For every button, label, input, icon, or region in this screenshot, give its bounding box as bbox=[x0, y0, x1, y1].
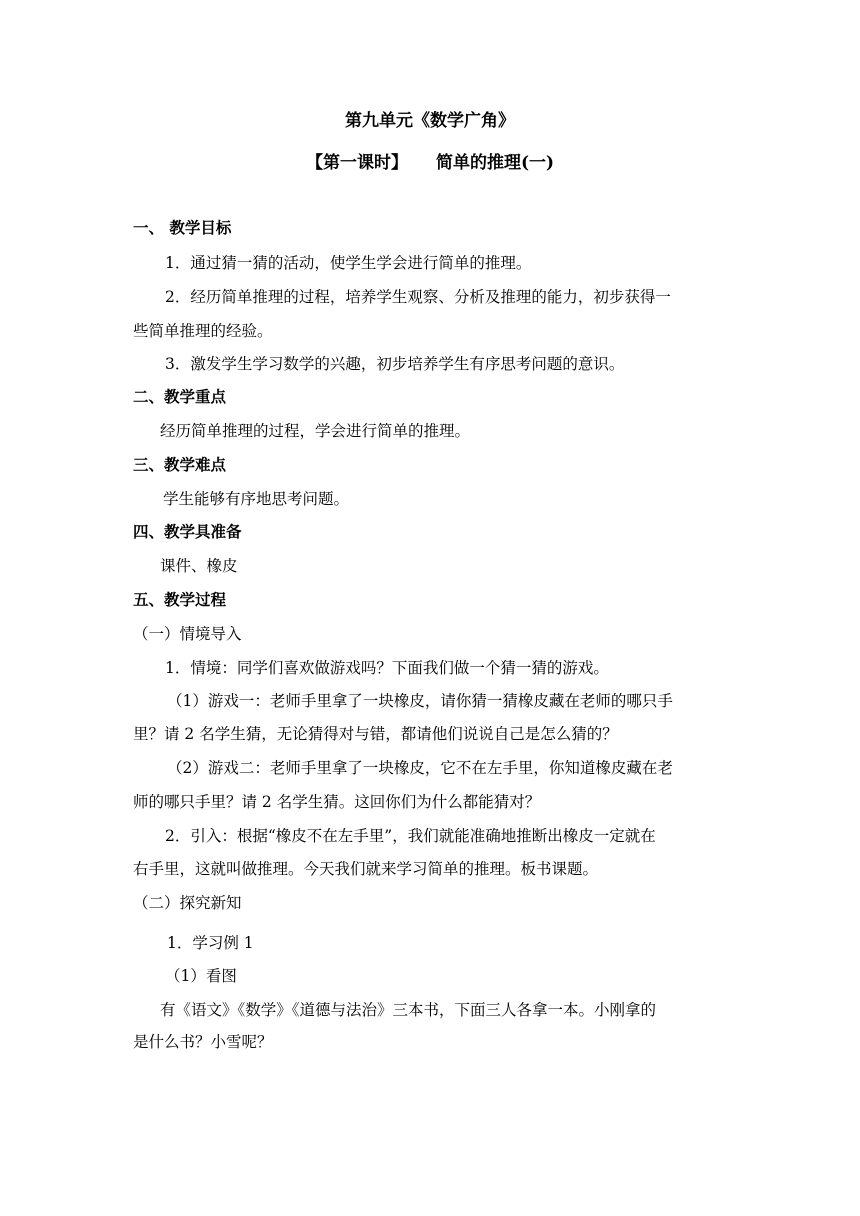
paragraph: 师的哪只手里？请 2 名学生猜。这回你们为什么都能猜对？ bbox=[133, 793, 541, 811]
paragraph: （1）游戏一：老师手里拿了一块橡皮，请你猜一猜橡皮藏在老师的哪只手 bbox=[167, 692, 673, 710]
paragraph: （2）游戏二：老师手里拿了一块橡皮，它不在左手里，你知道橡皮藏在老 bbox=[167, 759, 673, 777]
paragraph: 1．通过猜一猜的活动，使学生学会进行简单的推理。 bbox=[165, 254, 532, 272]
paragraph: 2．引入：根据“橡皮不在左手里”，我们就能准确地推断出橡皮一定就在 bbox=[165, 827, 656, 845]
section-heading-difficulties: 三、教学难点 bbox=[133, 455, 227, 474]
paragraph: 是什么书？小雪呢？ bbox=[133, 1033, 273, 1051]
paragraph: 3．激发学生学习数学的兴趣，初步培养学生有序思考问题的意识。 bbox=[165, 355, 625, 373]
lesson-heading bbox=[0, 148, 860, 173]
paragraph: 有《语文》《数学》《道德与法治》三本书，下面三人各拿一本。小刚拿的 bbox=[160, 1001, 657, 1019]
paragraph: 经历简单推理的过程，学会进行简单的推理。 bbox=[160, 422, 471, 440]
subsection-heading: （二）探究新知 bbox=[133, 894, 242, 912]
lesson-title: 简单的推理(一) bbox=[435, 153, 555, 173]
lesson-label: 【第一课时】 bbox=[305, 153, 408, 173]
paragraph: 课件、橡皮 bbox=[160, 557, 238, 575]
section-heading-process: 五、教学过程 bbox=[133, 590, 227, 609]
subsection-heading: （一）情境导入 bbox=[133, 625, 242, 643]
paragraph: （1）看图 bbox=[165, 967, 237, 985]
paragraph: 右手里，这就叫做推理。今天我们就来学习简单的推理。板书课题。 bbox=[133, 860, 599, 878]
paragraph: 学生能够有序地思考问题。 bbox=[163, 490, 350, 508]
unit-title: 第九单元《数学广角》 bbox=[345, 111, 515, 131]
section-heading-objectives: 一、 教学目标 bbox=[133, 218, 232, 237]
paragraph: 里？请 2 名学生猜，无论猜得对与错，都请他们说说自己是怎么猜的？ bbox=[133, 725, 618, 743]
paragraph: 1．学习例 1 bbox=[167, 934, 254, 952]
section-heading-key-points: 二、教学重点 bbox=[133, 387, 227, 406]
paragraph: 2．经历简单推理的过程，培养学生观察、分析及推理的能力，初步获得一 bbox=[165, 288, 671, 306]
paragraph: 1．情境：同学们喜欢做游戏吗？下面我们做一个猜一猜的游戏。 bbox=[165, 659, 609, 677]
section-heading-materials: 四、教学具准备 bbox=[133, 522, 242, 541]
paragraph: 些简单推理的经验。 bbox=[133, 322, 273, 340]
